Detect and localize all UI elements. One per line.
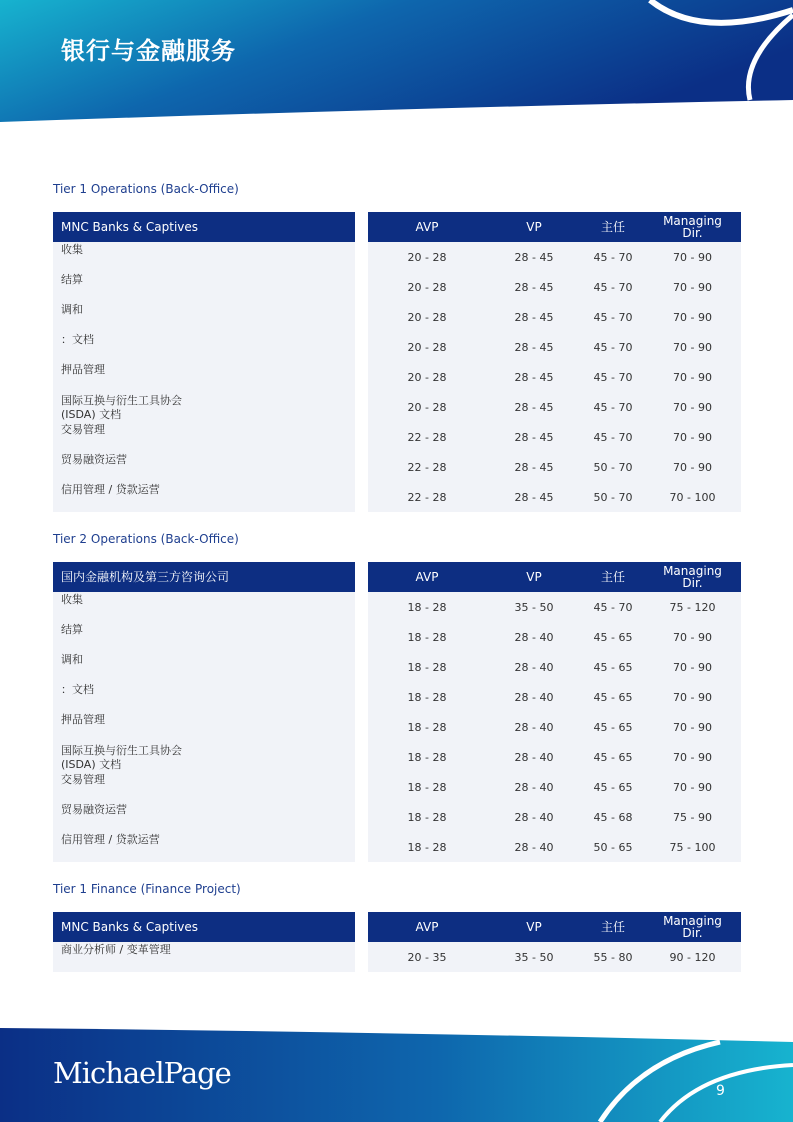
salary-range-cell: 90 - 120 (669, 950, 716, 964)
salary-table (53, 912, 741, 972)
row-label: 收集 (61, 593, 83, 606)
table-header-row (53, 212, 741, 242)
salary-range-cell: 70 - 90 (673, 370, 712, 384)
salary-range-cell: 18 - 28 (407, 780, 447, 794)
table-row-values (368, 682, 741, 712)
row-label: 押品管理 (61, 713, 105, 726)
column-header: 主任 (600, 220, 625, 234)
salary-range-cell: 45 - 65 (593, 750, 633, 764)
table-row-values (368, 592, 741, 622)
row-label: 国际互换与衍生工具协会 (ISDA) 文档 (61, 394, 182, 421)
salary-range-cell: 20 - 28 (407, 370, 447, 384)
row-label: 贸易融资运营 (61, 453, 127, 466)
salary-range-cell: 45 - 70 (593, 310, 633, 324)
table-header-columns (368, 912, 741, 942)
salary-range-cell: 70 - 90 (673, 690, 712, 704)
table-row-label (53, 242, 355, 272)
table-body-values (368, 592, 741, 862)
salary-range-cell: 50 - 70 (593, 460, 633, 474)
salary-range-cell: 45 - 70 (593, 280, 633, 294)
salary-range-cell: 22 - 28 (407, 490, 447, 504)
table-row-label (53, 622, 355, 652)
row-label: 商业分析师 / 变革管理 (61, 943, 171, 956)
salary-range-cell: 18 - 28 (407, 690, 447, 704)
salary-range-cell: 20 - 28 (407, 400, 447, 414)
salary-range-cell: 18 - 28 (407, 840, 447, 854)
salary-range-cell: 70 - 90 (673, 400, 712, 414)
table-header-category (53, 212, 355, 242)
salary-range-cell: 50 - 65 (593, 840, 633, 854)
table-body-values (368, 242, 741, 512)
table-row-values (368, 652, 741, 682)
salary-range-cell: 70 - 90 (673, 280, 712, 294)
table-header-category-label: MNC Banks & Captives (61, 919, 199, 934)
table-row-label (53, 332, 355, 362)
table-row-values (368, 452, 741, 482)
table-row-values (368, 772, 741, 802)
salary-range-cell: 70 - 90 (673, 430, 712, 444)
row-label: 交易管理 (61, 423, 105, 436)
page-title: 银行与金融服务 (61, 37, 236, 65)
row-label: ：文档 (61, 333, 94, 346)
row-label: 贸易融资运营 (61, 803, 127, 816)
table-row-values (368, 332, 741, 362)
table-row-label (53, 422, 355, 452)
salary-range-cell: 45 - 65 (593, 630, 633, 644)
table-body-labels (53, 242, 355, 512)
salary-range-cell: 45 - 70 (593, 600, 633, 614)
table-row-label (53, 362, 355, 392)
table-header-columns (368, 562, 741, 592)
salary-range-cell: 28 - 45 (514, 310, 554, 324)
salary-range-cell: 28 - 40 (514, 660, 554, 674)
salary-range-cell: 35 - 50 (514, 950, 554, 964)
salary-range-cell: 70 - 90 (673, 250, 712, 264)
salary-range-cell: 28 - 45 (514, 250, 554, 264)
table-row-label (53, 272, 355, 302)
salary-range-cell: 70 - 90 (673, 340, 712, 354)
salary-range-cell: 18 - 28 (407, 660, 447, 674)
salary-range-cell: 45 - 65 (593, 720, 633, 734)
salary-range-cell: 28 - 45 (514, 340, 554, 354)
salary-range-cell: 18 - 28 (407, 600, 447, 614)
column-header: AVP (415, 920, 439, 934)
salary-range-cell: 28 - 45 (514, 280, 554, 294)
salary-range-cell: 45 - 65 (593, 780, 633, 794)
row-label: 结算 (61, 273, 83, 286)
salary-range-cell: 75 - 100 (669, 840, 716, 854)
column-header: AVP (415, 570, 439, 584)
column-header: VP (526, 220, 542, 234)
table-header-category (53, 912, 355, 942)
salary-range-cell: 70 - 90 (673, 630, 712, 644)
salary-range-cell: 20 - 28 (407, 340, 447, 354)
table-row-label (53, 682, 355, 712)
table-row-values (368, 802, 741, 832)
table-row-label (53, 452, 355, 482)
salary-range-cell: 45 - 65 (593, 690, 633, 704)
salary-range-cell: 70 - 90 (673, 750, 712, 764)
table-row-label (53, 482, 355, 512)
salary-range-cell: 22 - 28 (407, 460, 447, 474)
table-row-values (368, 742, 741, 772)
salary-range-cell: 35 - 50 (514, 600, 554, 614)
salary-range-cell: 22 - 28 (407, 430, 447, 444)
table-row-values (368, 272, 741, 302)
salary-range-cell: 45 - 68 (593, 810, 633, 824)
table-row-values (368, 942, 741, 972)
salary-range-cell: 18 - 28 (407, 630, 447, 644)
salary-range-cell: 70 - 90 (673, 310, 712, 324)
salary-range-cell: 28 - 45 (514, 370, 554, 384)
row-label: 结算 (61, 623, 83, 636)
salary-range-cell: 28 - 40 (514, 780, 554, 794)
salary-range-cell: 45 - 70 (593, 250, 633, 264)
column-header: Managing Dir. (663, 914, 722, 940)
salary-range-cell: 20 - 28 (407, 310, 447, 324)
table-row-values (368, 422, 741, 452)
table-header-category-label: 国内金融机构及第三方咨询公司 (61, 569, 230, 584)
salary-range-cell: 28 - 45 (514, 400, 554, 414)
salary-table (53, 212, 741, 512)
row-label: 押品管理 (61, 363, 105, 376)
table-body-labels (53, 592, 355, 862)
column-header: 主任 (600, 570, 625, 584)
page-number: 9 (716, 1083, 725, 1099)
salary-range-cell: 20 - 28 (407, 250, 447, 264)
salary-range-cell: 18 - 28 (407, 810, 447, 824)
row-label: 交易管理 (61, 773, 105, 786)
salary-range-cell: 28 - 40 (514, 840, 554, 854)
salary-range-cell: 28 - 45 (514, 430, 554, 444)
table-row-label (53, 832, 355, 862)
salary-range-cell: 70 - 100 (669, 490, 716, 504)
salary-range-cell: 45 - 65 (593, 660, 633, 674)
table-row-values (368, 242, 741, 272)
row-label: 国际互换与衍生工具协会 (ISDA) 文档 (61, 744, 182, 771)
table-row-label (53, 302, 355, 332)
salary-range-cell: 28 - 45 (514, 490, 554, 504)
salary-range-cell: 50 - 70 (593, 490, 633, 504)
salary-range-cell: 18 - 28 (407, 750, 447, 764)
salary-range-cell: 70 - 90 (673, 460, 712, 474)
column-header: Managing Dir. (663, 214, 722, 240)
salary-range-cell: 28 - 40 (514, 810, 554, 824)
salary-range-cell: 20 - 35 (407, 950, 447, 964)
column-header: VP (526, 920, 542, 934)
table-row-values (368, 482, 741, 512)
row-label: 调和 (61, 303, 83, 316)
salary-range-cell: 28 - 40 (514, 630, 554, 644)
salary-range-cell: 70 - 90 (673, 660, 712, 674)
table-row-label (53, 652, 355, 682)
row-label: 信用管理 / 贷款运营 (61, 483, 160, 496)
table-header-category (53, 562, 355, 592)
table-row-values (368, 302, 741, 332)
table-row-values (368, 832, 741, 862)
table-row-label (53, 772, 355, 802)
table-row-values (368, 712, 741, 742)
column-header: AVP (415, 220, 439, 234)
salary-range-cell: 28 - 40 (514, 720, 554, 734)
column-header: 主任 (600, 920, 625, 934)
column-header: VP (526, 570, 542, 584)
table-row-label (53, 742, 355, 772)
table-row-values (368, 392, 741, 422)
table-body-values (368, 942, 741, 972)
salary-range-cell: 45 - 70 (593, 400, 633, 414)
salary-range-cell: 28 - 40 (514, 750, 554, 764)
table-row-label (53, 592, 355, 622)
salary-range-cell: 70 - 90 (673, 780, 712, 794)
row-label: 信用管理 / 贷款运营 (61, 833, 160, 846)
table-row-label (53, 712, 355, 742)
salary-range-cell: 28 - 40 (514, 690, 554, 704)
salary-range-cell: 75 - 120 (669, 600, 716, 614)
table-row-label (53, 392, 355, 422)
salary-table (53, 562, 741, 862)
row-label: ：文档 (61, 683, 94, 696)
salary-range-cell: 45 - 70 (593, 370, 633, 384)
page-header-banner (0, 0, 793, 125)
section-title: Tier 2 Operations (Back-Office) (53, 532, 239, 546)
table-header-columns (368, 212, 741, 242)
salary-range-cell: 75 - 90 (673, 810, 712, 824)
salary-range-cell: 45 - 70 (593, 430, 633, 444)
section-title: Tier 1 Finance (Finance Project) (53, 882, 241, 896)
table-body-labels (53, 942, 355, 972)
salary-range-cell: 18 - 28 (407, 720, 447, 734)
salary-range-cell: 28 - 45 (514, 460, 554, 474)
table-row-values (368, 622, 741, 652)
column-header: Managing Dir. (663, 564, 722, 590)
salary-range-cell: 45 - 70 (593, 340, 633, 354)
row-label: 调和 (61, 653, 83, 666)
section-title: Tier 1 Operations (Back-Office) (53, 182, 239, 196)
salary-range-cell: 70 - 90 (673, 720, 712, 734)
salary-range-cell: 55 - 80 (593, 950, 633, 964)
row-label: 收集 (61, 243, 83, 256)
table-row-values (368, 362, 741, 392)
table-row-label (53, 802, 355, 832)
table-header-category-label: MNC Banks & Captives (61, 219, 199, 234)
michael-page-logo: MichaelPage (53, 1056, 231, 1090)
table-header-row (53, 562, 741, 592)
table-header-row (53, 912, 741, 942)
table-row-label (53, 942, 355, 972)
salary-range-cell: 20 - 28 (407, 280, 447, 294)
